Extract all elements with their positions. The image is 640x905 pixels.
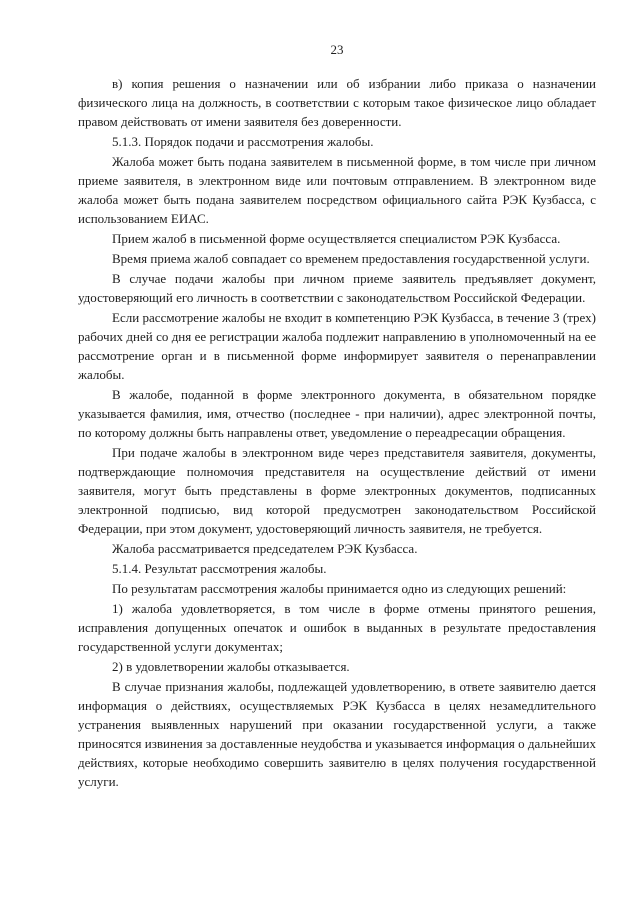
list-item-satisfied: 1) жалоба удовлетворяется, в том числе в форме отмены принятого решения, исправления допущенных опечаток и ошибок в выданных в результате предоставления государственной услуги документах; <box>78 601 596 654</box>
paragraph-chairman: Жалоба рассматривается председателем РЭК Кузбасса. <box>112 541 418 556</box>
paragraph-personal-reception: В случае подачи жалобы при личном приеме заявитель предъявляет документ, удостоверяющий его личность в соответствии с законодательством Российской Федерации. <box>78 271 596 305</box>
paragraph-satisfaction-response: В случае признания жалобы, подлежащей удовлетворению, в ответе заявителю дается информация о действиях, осуществляемых РЭК Кузбасса в целях незамедлительного устранения выявленных нарушений при оказании государственной услуги, а также приносятся извинения за доставленные неудобства и указывается информация о дальнейших действиях, которые необходимо совершить заявителю в целях получения государственной услуги. <box>78 679 596 789</box>
paragraph-written-reception: Прием жалоб в письменной форме осуществляется специалистом РЭК Кузбасса. <box>112 231 561 246</box>
paragraph-redirection: Если рассмотрение жалобы не входит в компетенцию РЭК Кузбасса, в течение 3 (трех) рабочих дней со дня ее регистрации жалоба подлежит направлению в уполномоченный на ее рассмотрение орган и в письменной форме информирует заявителя о перенаправлении жалобы. <box>78 310 596 382</box>
paragraph-reception-time: Время приема жалоб совпадает со временем предоставления государственной услуги. <box>112 251 590 266</box>
paragraph-electronic-complaint: В жалобе, поданной в форме электронного документа, в обязательном порядке указывается фамилия, имя, отчество (последнее - при наличии), адрес электронной почты, по которому должны быть направлены ответ, уведомление о переадресации обращения. <box>78 387 596 440</box>
paragraph-representative: При подаче жалобы в электронном виде через представителя заявителя, документы, подтверждающие полномочия представителя на осуществление действий от имени заявителя, могут быть представлены в форме электронных документов, подписанных электронной подписью, вид которой предусмотрен законодательством Российской Федерации, при этом документ, удостоверяющий личность заявителя, не требуется. <box>78 445 596 536</box>
paragraph-power-of-attorney: в) копия решения о назначении или об избрании либо приказа о назначении физического лица на должность, в соответствии с которым такое физическое лицо обладает правом действовать от имени заявителя без доверенности. <box>78 76 596 129</box>
paragraph-decisions-intro: По результатам рассмотрения жалобы принимается одно из следующих решений: <box>112 581 567 596</box>
section-heading-5-1-3: 5.1.3. Порядок подачи и рассмотрения жалобы. <box>112 134 374 149</box>
list-item-refused: 2) в удовлетворении жалобы отказывается. <box>112 659 350 674</box>
document-page <box>78 40 596 792</box>
section-heading-5-1-4: 5.1.4. Результат рассмотрения жалобы. <box>112 561 327 576</box>
paragraph-complaint-forms: Жалоба может быть подана заявителем в письменной форме, в том числе при личном приеме заявителя, в электронном виде или почтовым отправлением. В электронном виде жалоба может быть подана заявителем посредством официального сайта РЭК Кузбасса, с использованием ЕИАС. <box>78 154 596 226</box>
page-number: 23 <box>330 42 344 57</box>
